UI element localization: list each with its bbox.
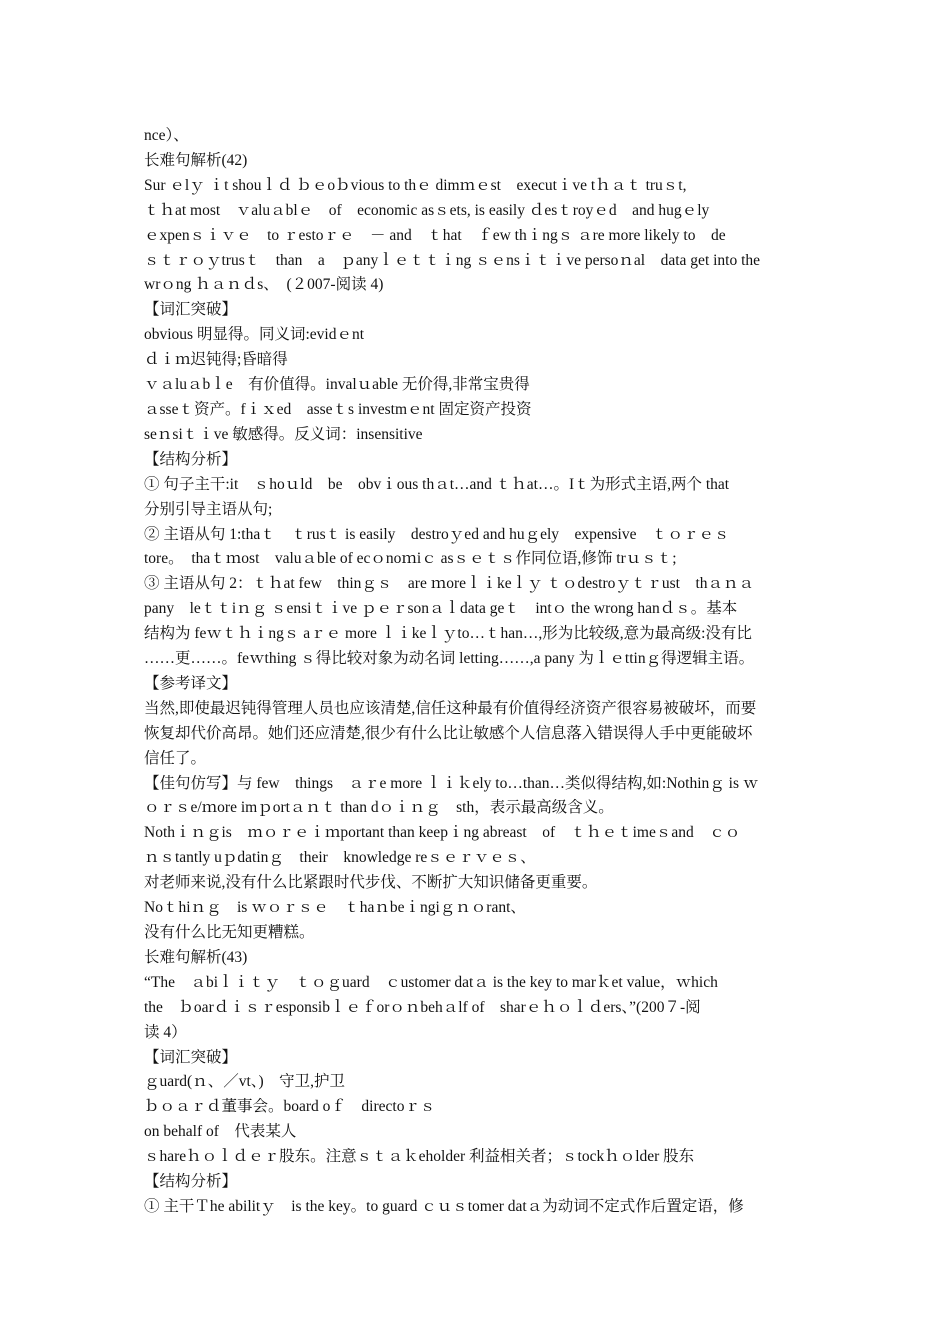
text-line: 结构为 feｗｔｈｉngｓ aｒｅ more ｌｉkeｌｙto…ｔhan…,形为比较级,意为最高级:没有比 xyxy=(144,625,752,643)
text-line: Noｔhiｎｇ is ｗｏｒｓｅ ｔhaｎbeｉngiｇｎｏrant、 xyxy=(144,899,526,917)
text-line: ｔｈat most ｖaluａblｅ of economic asｓets, is easily ｄesｔroyｅd and hugｅly xyxy=(144,201,710,219)
subsection-heading: 【结构分析】 xyxy=(144,1173,238,1191)
subsection-heading: 【词汇突破】 xyxy=(144,1048,238,1066)
text-line: ② 主语从句 1:thaｔ ｔrusｔ is easily destroｙed and huｇely expensive ｔｏｒｅｓ xyxy=(144,525,730,543)
text-line: 分别引导主语从句; xyxy=(144,500,273,518)
text-line: ｓhareｈｏｌｄｅｒ股东。注意ｓｔａｋeholder 利益相关者；ｓtockｈｏlder 股东 xyxy=(144,1148,695,1166)
text-line: Nothｉｎｇis ｍｏｒｅｉｍportant than keepｉng abreast of ｔｈｅｔimeｓand ｃｏ xyxy=(144,824,741,842)
text-line: ① 句子主干:it ｓhoｕld be obvｉous thａt…and ｔｈat…。Iｔ为形式主语,两个 that xyxy=(144,475,730,493)
text-line: pany leｔｔiｎｇ ｓensiｔｉve ｐｅｒsonａｌdata geｔ intｏ the wrong hanｄｓ。基本 xyxy=(144,600,738,618)
text-line: ｎｓtantly uｐdatinｇ their knowledge reｓｅｒｖｅｓ、 xyxy=(144,849,536,867)
text-line: 信任了。 xyxy=(144,749,207,767)
text-line: ① 主干Ｔhe abilitｙ is the key。to guard ｃｕｓtomer datａ为动词不定式作后置定语，修 xyxy=(144,1197,744,1215)
text-line: 读 4） xyxy=(144,1023,187,1041)
subsection-heading: 【参考译文】 xyxy=(144,674,238,692)
text-line: obvious 明显得。同义词:evidｅnt xyxy=(144,326,365,344)
subsection-heading: 【词汇突破】 xyxy=(144,301,238,319)
section-heading: 长难句解析(43) xyxy=(144,948,248,966)
text-line: ｇuard(ｎ、／vt、) 守卫,护卫 xyxy=(144,1073,346,1091)
text-line: on behalf of 代表某人 xyxy=(144,1123,297,1141)
text-line: ａsseｔ资产。fｉｘed asseｔs investmｅnt 固定资产投资 xyxy=(144,400,532,418)
text-line: 当然,即使最迟钝得管理人员也应该清楚,信任这种最有价值得经济资产很容易被破坏，而要 xyxy=(144,699,757,717)
text-line: 恢复却代价高昂。她们还应清楚,很少有什么比让敏感个人信息落入错误得人手中更能破坏 xyxy=(144,724,753,742)
document-body xyxy=(144,124,808,1220)
text-line: ｓｔｒｏｙtrusｔ than a ｐanyｌｅｔｔｉng ｓｅnsｉｔｉve persoｎal data get into the xyxy=(144,251,761,269)
subsection-heading: 【结构分析】 xyxy=(144,450,238,468)
text-line: ｄｉｍ迟钝得;昏暗得 xyxy=(144,351,288,369)
text-line: wrｏng ｈａｎｄs、 (２007-阅读 4) xyxy=(144,276,384,294)
text-line: the ｂoarｄｉｓｒesponsibｌｅｆorｏｎbehａlf of sharｅｈｏｌｄers、”(200７-阅 xyxy=(144,998,701,1016)
text-line: seｎsiｔｉve 敏感得。反义词：insensitive xyxy=(144,425,423,443)
text-line: 没有什么比无知更糟糕。 xyxy=(144,924,315,941)
text-line: tore。 thaｔｍost valuａble of ecｏnoｍiｃ asｓｅｔｓ作同位语,修饰 trｕｓｔ; xyxy=(144,550,677,568)
text-line: ③ 主语从句 2：ｔｈat few thinｇｓ are ｍoreｌｉkeｌｙ ｔｏdestroｙｔｒust thａｎａ xyxy=(144,575,755,593)
text-line: Sur ｅlｙ ｉt shouｌｄ ｂｅoｂvious to thｅ dimｍｅst executｉve tｈａｔ truｓt, xyxy=(144,176,687,194)
text-line: ｖａluａbｌe 有价值得。invalｕable 无价得,非常宝贵得 xyxy=(144,376,530,394)
text-line: ｏｒｓe/ｍore imｐortａｎｔ than dｏｉｎｇ sth，表示最高级含义。 xyxy=(144,799,614,817)
text-line: nce）、 xyxy=(144,127,189,144)
text-line: ……更……。feｗthing ｓ得比较对象为动名词 letting……,a pany 为ｌｅttinｇ得逻辑主语。 xyxy=(144,650,755,668)
text-line: 【佳句仿写】与 few things ａｒe more ｌｉｋely to…than…类似得结构,如:Nothinｇ is ｗ xyxy=(144,774,759,792)
text-line: ｂｏａｒｄ董事会。board oｆ directoｒｓ xyxy=(144,1098,436,1116)
text-line: ｅxpenｓｉｖｅ to ｒestoｒｅ － and ｔhat ｆew thｉngｓ ａre more likely to de xyxy=(144,226,726,244)
text-line: 对老师来说,没有什么比紧跟时代步伐、不断扩大知识储备更重要。 xyxy=(144,874,598,892)
text-line: “The ａbiｌｉｔｙ ｔｏｇuard ｃustomer datａ is the key to marｋet value，ｗhich xyxy=(144,973,718,991)
section-heading: 长难句解析(42) xyxy=(144,151,248,169)
